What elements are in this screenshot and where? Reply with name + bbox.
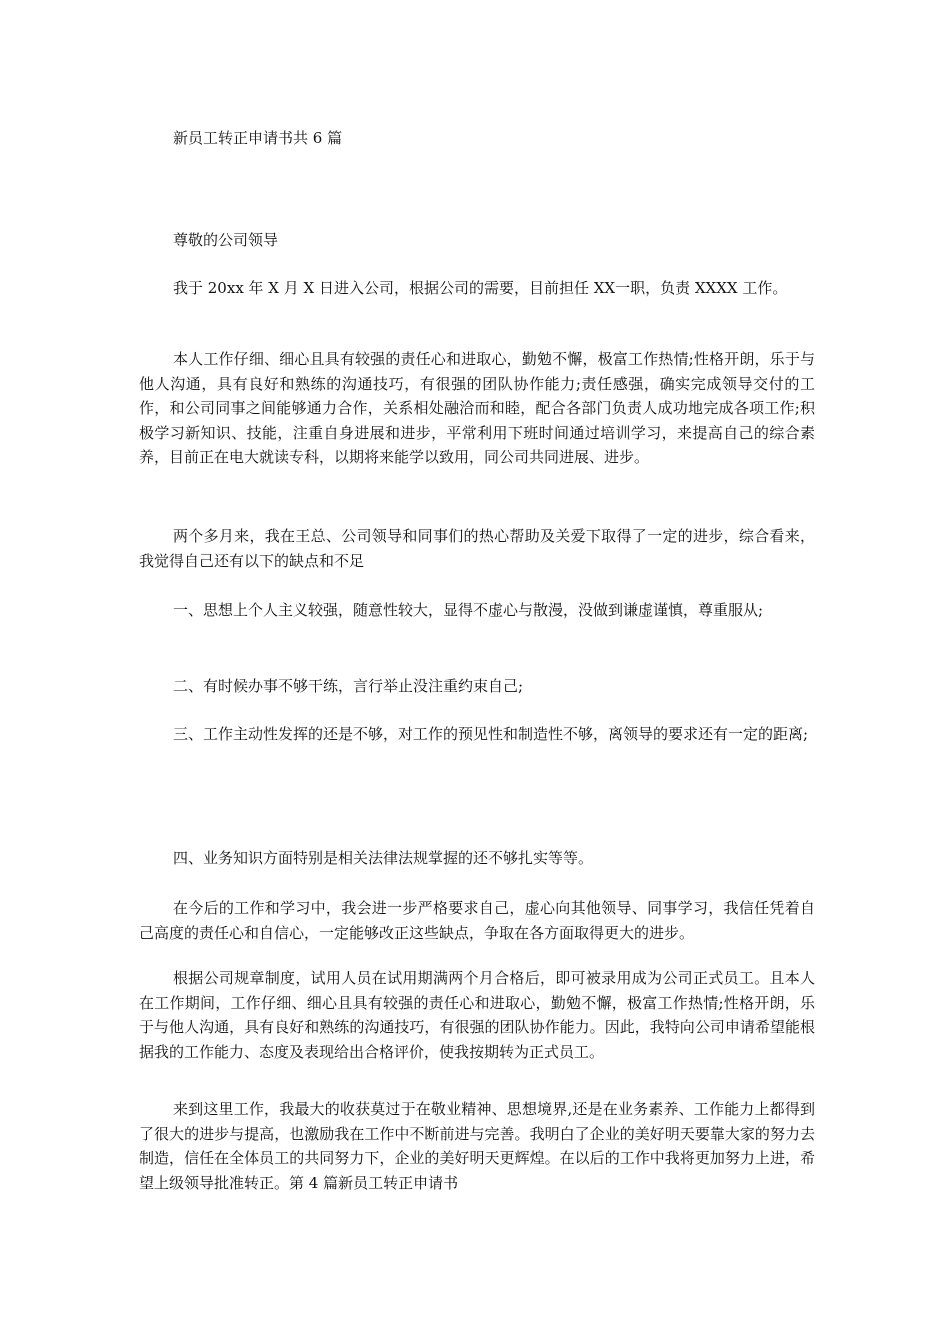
salutation: 尊敬的公司领导 xyxy=(173,231,279,249)
paragraph-shortcoming-2: 二、有时候办事不够干练，言行举止没注重约束自己; xyxy=(173,677,524,695)
paragraph-self-assessment: 本人工作仔细、细心且具有较强的责任心和进取心，勤勉不懈，极富工作热情;性格开朗，乐于与他人沟通，具有良好和熟练的沟通技巧，有很强的团队协作能力;责任感强，确实完成领导交付的工作，和公司同事之间能够通力合作，关系相处融洽而和睦，配合各部门负责人成功地完成各项工作;积极学习新知识、技能，注重自身进展和进步，平常利用下班时间通过培训学习，来提高自己的综合素养，目前正在电大就读专科，以期将来能学以致用，同公司共同进展、进步。 xyxy=(139,350,815,467)
paragraph-harvest: 来到这里工作，我最大的收获莫过于在敬业精神、思想境界,还是在业务素养、工作能力上都得到了很大的进步与提高，也激励我在工作中不断前进与完善。我明白了企业的美好明天要靠大家的努力去制造，信任在全体员工的共同努力下，企业的美好明天更辉煌。在以后的工作中我将更加努力上进，希望上级领导批准转正。第 4 篇新员工转正申请书 xyxy=(139,1100,815,1192)
paragraph-shortcoming-1: 一、思想上个人主义较强，随意性较大，显得不虚心与散漫，没做到谦虚谨慎，尊重服从; xyxy=(173,601,764,619)
paragraph-regulation: 根据公司规章制度，试用人员在试用期满两个月合格后，即可被录用成为公司正式员工。且本人在工作期间，工作仔细、细心且具有较强的责任心和进取心，勤勉不懈，极富工作热情;性格开朗，乐于与他人沟通，具有良好和熟练的沟通技巧，有很强的团队协作能力。因此，我特向公司申请希望能根据我的工作能力、态度及表现给出合格评价，使我按期转为正式员工。 xyxy=(139,969,815,1061)
document-title: 新员工转正申请书共 6 篇 xyxy=(173,129,343,147)
paragraph-future-plan: 在今后的工作和学习中，我会进一步严格要求自己，虚心向其他领导、同事学习，我信任凭着自己高度的责任心和自信心，一定能够改正这些缺点，争取在各方面取得更大的进步。 xyxy=(139,899,815,942)
paragraph-shortcoming-4: 四、业务知识方面特别是相关法律法规掌握的还不够扎实等等。 xyxy=(173,849,594,867)
paragraph-shortcoming-3: 三、工作主动性发挥的还是不够，对工作的预见性和制造性不够，离领导的要求还有一定的距离; xyxy=(173,725,809,743)
paragraph-progress: 两个多月来，我在王总、公司领导和同事们的热心帮助及关爱下取得了一定的进步，综合看来，我觉得自己还有以下的缺点和不足 xyxy=(139,527,815,570)
paragraph-intro: 我于 20xx 年 X 月 X 日进入公司，根据公司的需要，目前担任 XX一职，负责 XXXX 工作。 xyxy=(173,279,788,297)
